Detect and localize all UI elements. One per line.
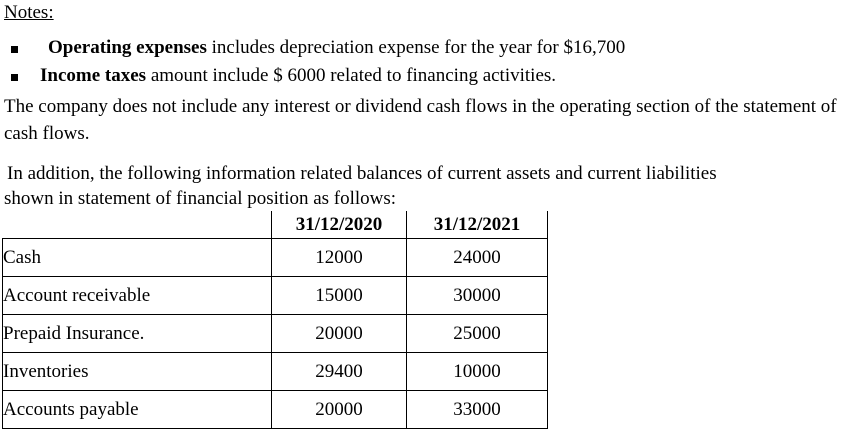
note-detail: includes depreciation expense for the year for $16,700 xyxy=(206,37,626,58)
note-bullet-operating-expenses xyxy=(11,37,625,59)
value-2021: 25000 xyxy=(407,315,548,353)
note-bullet-income-taxes xyxy=(11,65,556,87)
square-bullet-icon xyxy=(11,74,18,81)
note-bold-term: Operating expenses xyxy=(48,37,207,58)
value-2020: 15000 xyxy=(272,277,407,315)
table-row xyxy=(3,239,548,277)
table-row xyxy=(3,391,548,429)
row-label: Cash xyxy=(3,239,272,277)
value-2020: 20000 xyxy=(272,315,407,353)
row-label: Prepaid Insurance. xyxy=(3,315,272,353)
header-2021: 31/12/2021 xyxy=(407,211,548,239)
value-2020: 20000 xyxy=(272,391,407,429)
table-row xyxy=(3,277,548,315)
value-2021: 10000 xyxy=(407,353,548,391)
value-2020: 29400 xyxy=(272,353,407,391)
note-bold-term: Income taxes xyxy=(40,65,147,86)
value-2021: 24000 xyxy=(407,239,548,277)
value-2021: 33000 xyxy=(407,391,548,429)
paragraph-line: shown in statement of financial position as follows: xyxy=(4,188,397,209)
paragraph-interest-dividends: The company does not include any interest or dividend cash flows in the operating section of the statement of cash flows. xyxy=(4,96,837,144)
note-text xyxy=(40,65,556,86)
note-detail: amount include $ 6000 related to financing activities. xyxy=(146,65,557,86)
row-label: Account receivable xyxy=(3,277,272,315)
square-bullet-icon xyxy=(11,46,18,53)
notes-title: Notes: xyxy=(4,2,54,23)
paragraph-balances-intro xyxy=(4,161,834,211)
row-label: Inventories xyxy=(3,353,272,391)
value-2021: 30000 xyxy=(407,277,548,315)
table-row xyxy=(3,353,548,391)
row-label: Accounts payable xyxy=(3,391,272,429)
value-2020: 12000 xyxy=(272,239,407,277)
table-header-row xyxy=(3,211,548,239)
header-2020: 31/12/2020 xyxy=(272,211,407,239)
balances-table xyxy=(2,211,548,429)
note-text xyxy=(48,37,625,58)
paragraph-line: In addition, the following information related balances of current assets and current liabilities xyxy=(7,163,717,184)
table-row xyxy=(3,315,548,353)
header-blank-cell xyxy=(3,211,272,239)
